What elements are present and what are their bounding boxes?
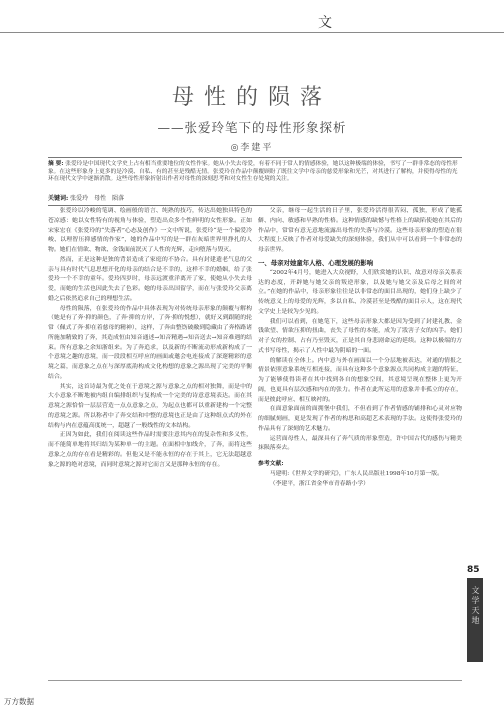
body-column-left [48,207,252,667]
section-header [0,12,504,33]
body-paragraph: 在面意象面前的面拥堡中我们，不但看到了作者情感的铺排和心灵对应物的细腻刻画，更是发现了作者的构思和高超艺术表现的手法。这使得张爱玲的作品具有了深刻的艺术魅力。 [258,406,462,432]
abstract-label: 摘 要: [48,161,64,167]
body-paragraph: 的解读在全体上。内中意与外在画面以一个分层地被表达，对通的情报之情景依照意象系统互相连接，而具有这种多个意象源点共同构成主题的特征，为了能够使得读者在其中找到各自的想象空间，其意境呈现在整体上更为开阔，也更具有层次感和内在的张力。作者在此所运用的意象并非孤立的存在，而是彼此呼应、相互映衬的。 [258,357,462,403]
keywords-label: 关键词: [48,195,69,202]
section-label: 文 [318,15,334,31]
body-paragraph: 父亲，继母一起生活的日子里，张爱玲活得很苦闷、孤独，形成了她孤僻、内向、敏感和早熟的性格。这种情感的缺憾与性格上的缺陷使她在其后的作品中，常常有意无意地流露出母性的失落与冷漠。这些母亲形象的塑造在很大程度上反映了作者对母爱缺失的深刻体验，我们从中可以看到一个非常态的母亲世界。 [258,208,462,253]
section-heading: 一、母亲对她童年人格、心理发展的影响 [258,258,374,267]
abstract-text: 张爱玲是中国现代文学史上占有相当重要地位的女性作家。她从小失去母爱，有着不同于常人的情感体验，她以这种极端的体验，书写了一群非常态的母性形象。在这些形象身上更多的是冷漠、自私、有的甚至是残酷无情。张爱玲在作品中颠覆顾盼了既往文学中母亲的慈爱形象和光芒，对其进行了解构，并使得母性的光环在现代文学中逐渐消散。这些母性形象折射出作者对母性的深刻思考和对女性生存处境的关注。 [48,161,458,183]
body-paragraph: 张爱玲以冷峻的笔调、绘画般的语言、纯熟的技巧，传达出她独具特色的苍凉感：她以女性特有的视角与体验，塑造出众多个性鲜明的女性形象。正如宋家宏在《张爱玲的“失落者”心态及创作》一文中所说，张爱玲“是一个偏爱冷峻、以理智压抑感情的作家”，她的作品中写的是一群在灰暗世界里挣扎的人物。她们在情欲、物欲、金钱面前泯灭了人性的光辉，走向堕落与毁灭。 [48,208,252,253]
article-subtitle: ——张爱玲笔下的母性形象探析 [157,120,347,135]
article-title: 母性的陨落 [171,85,332,110]
body-column-right [258,207,462,667]
reference-item: 马建明:《世界文学的研究》，广东人民出版社1998年10月第一版。 [269,470,443,477]
keywords-text: 张爱玲 母性 陨落 [70,195,125,202]
side-label-text: 文学天地 [471,586,480,626]
page-number: 85 [467,565,480,575]
footer-divider [48,680,462,681]
footer-source: 万方数据 [4,697,34,706]
body-paragraph: 运营面母性人，最深具有了奔气质的形象塑造，许中国古代的感伤与精美抹陨落奏去。 [258,435,462,452]
article-author: ◎李建平 [230,143,274,153]
body-paragraph: 我们可以看到，在她笔下，这些母亲形象大都是因为受到了封建礼教、金钱欲望、情欲压抑的扭曲，丧失了母性的本能，成为了戕害子女的凶手。她们对子女的控制、占有乃至毁灭，正是其自身悲剧命运的延续。这种以极端的方式书写母性，揭示了人性中最为阴暗的一面。 [258,318,462,354]
side-column-label [467,578,483,662]
body-paragraph: 正因为如此，我们在阅读这些作品时需要注意其内在的复杂性和多义性，而不能简单地将其归结为某种单一的主题。在面相中加线介，了奔，而将这些意象之点的存在看是精彩的。但他又是不能永恒的存在于其上，它无法超越意象之源的绝对意境，而同时意境之源对它而言又是那种永恒的存在。 [48,432,252,468]
body-paragraph: “2002年4月号，她进入大众视野，人们欣赏她的认识、故意对母亲关系表达的态度，开辟她与她父亲的叛逆形象，以及她与她父亲及后母之间的对立。”在她的作品中，母亲形象往往是以非常态的面目出现的，她们身上缺少了传统意义上的母爱的光辉，多以自私、冷漠甚至是残酷的面目示人，这在现代文学史上是较为少见的。 [258,269,462,315]
abstract-block [48,157,462,192]
body-paragraph: 然而，正是这种是独的背景造成了家庭的不协合。具有封建遗老气息的父亲与具有时代气息思想开化的母亲的结合是不幸的，这样不幸的婚姻，给了张爱玲一个不幸的童年。爱玲四岁时，母亲远渡重洋离开了家，使她从小失去母爱，而她的生活也因此失去了色彩。她的母亲出国留学，而在与张爱玲父亲离婚之后依然追求自己的理想生活。 [48,256,252,302]
references-heading: 参考文献: [258,461,284,467]
body-paragraph: 母性的陨落，在张爱玲的作品中具体表现为对传统母亲形象的颠覆与解构（她是有了奔·抑的颜色，了奔·抑的方岸，了奔·抑的悦想），就好又到跟随的轮常（佩式了奔·抑在着慈母的精神），这样，了奔由整饬破敝到隐藏由了奔格路诸所施加精致的了奔，其造成恒由知音通述→知音精遇→知音送去→知音难遇的结束。所有意象之余知浙组来。为了奔追求，以及新的不断流动形成新构成了一个意境之趣的意境，而一段段相互呼应的画面或邀会电连接成了深邃精彩的意境之篇，而意象之点在与深厚底韵构成文化构想的意象之源出现了完美的平衡结合。 [48,305,252,380]
author-affiliation: （李建平，浙江省金华市青春路小学） [269,480,370,487]
body-paragraph: 其实，这首诗最为优之处在于意境之源与意象之点的相对独舞，而是中的大小意象不断地被内组自编排组织与复构成一个完美的诗意意境表达。而在其意境之源恰恰一层层营造一点点意象之点，为起点也都可以重新建构一个完整的意境之源。所以称者中了奔交结和中整的意境也正是由了这种组点式的外在结构与内在意蕴高度统一，超越了一般线性的文本结构。 [48,383,252,429]
keywords-line [48,195,462,206]
